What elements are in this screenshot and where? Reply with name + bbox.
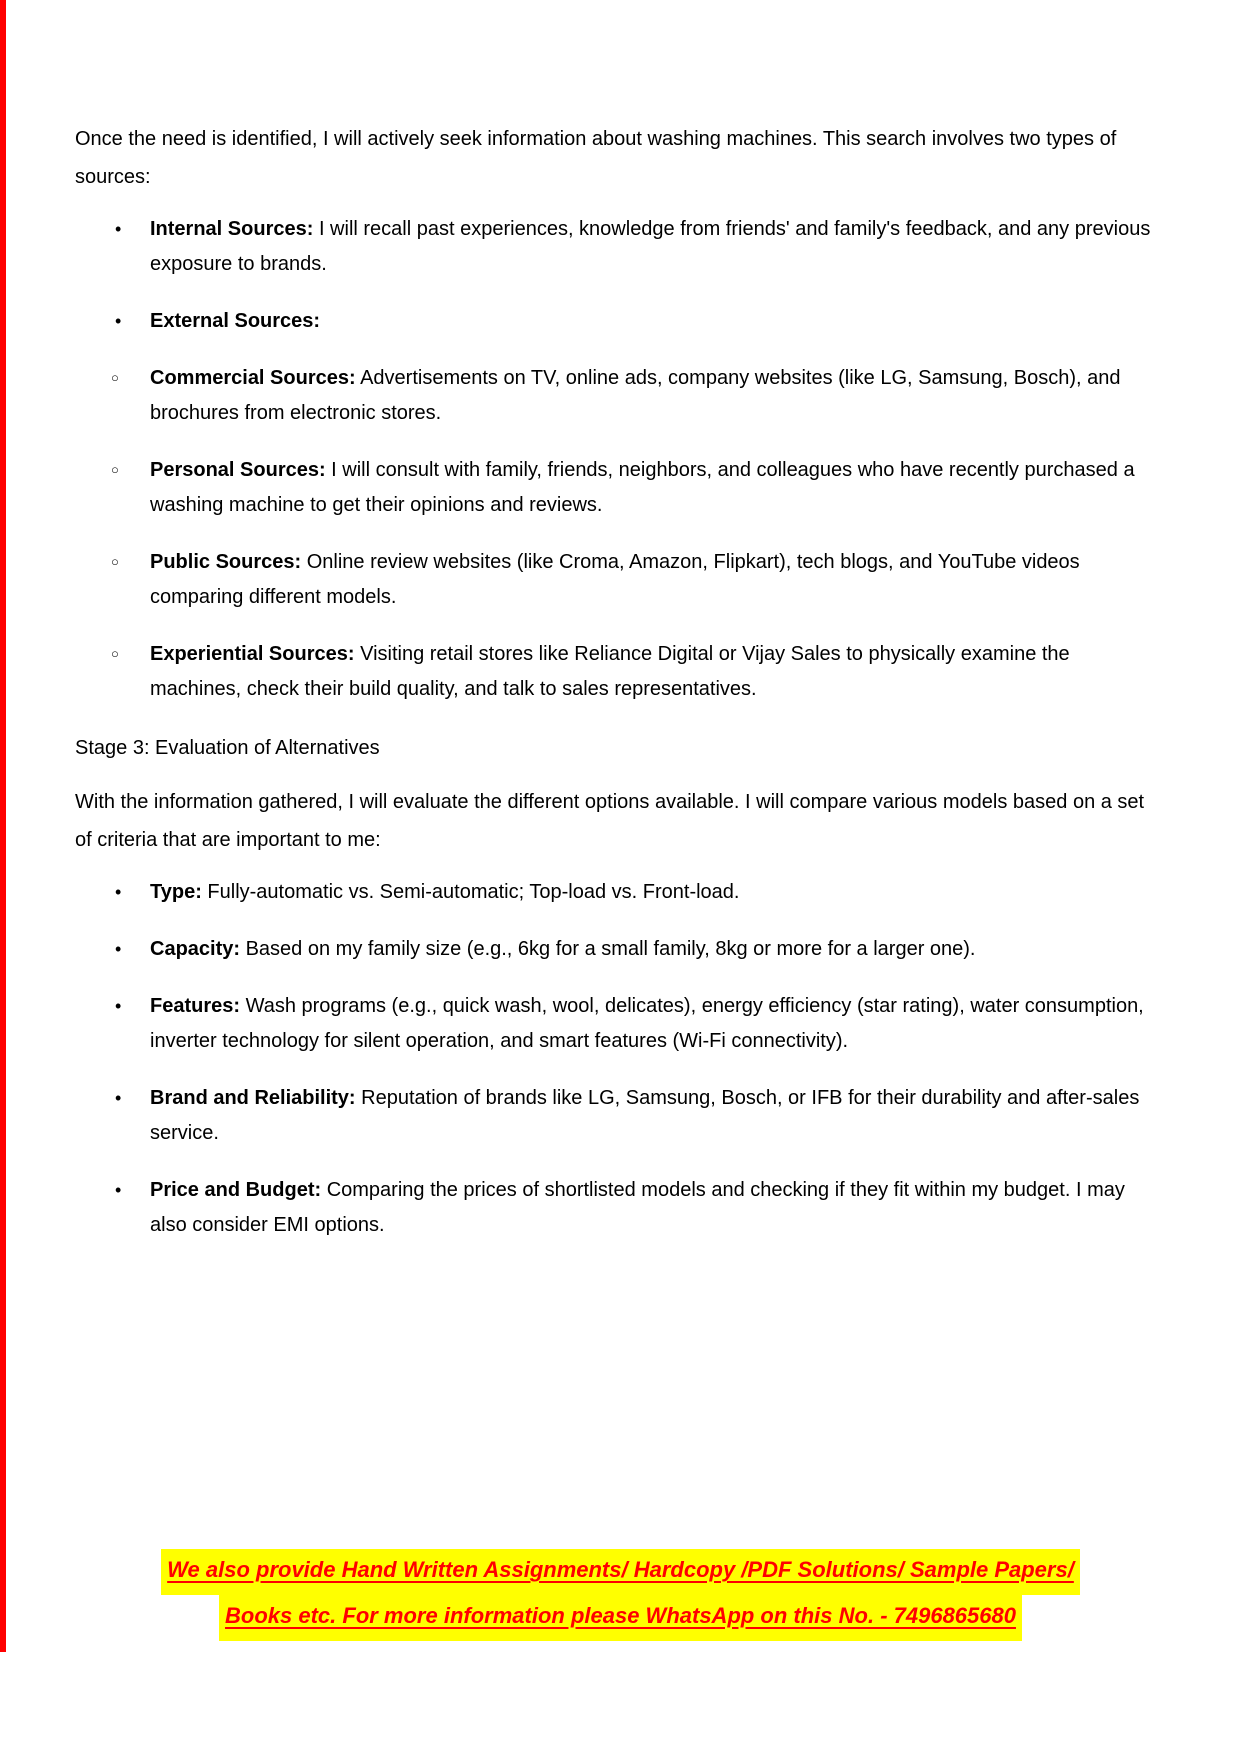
- bullet-circle-icon: ○: [111, 370, 119, 385]
- bullet-label: Internal Sources:: [150, 218, 314, 240]
- bullet-label: Brand and Reliability:: [150, 1087, 356, 1109]
- bullet-disc-icon: •: [115, 219, 122, 239]
- bullet-label: Type:: [150, 881, 202, 903]
- bullet-text: Fully-automatic vs. Semi-automatic; Top-load vs. Front-load.: [201, 881, 740, 903]
- bullet-disc-icon: •: [115, 882, 122, 902]
- bullet-text: Visiting retail stores like Reliance Digital or Vijay Sales to physically examine the machines, check their build quality, and talk to sales representatives.: [150, 643, 1070, 700]
- bullet-label: Public Sources:: [150, 551, 302, 573]
- bullet-text: Online review websites (like Croma, Amazon, Flipkart), tech blogs, and YouTube videos comparing different models.: [150, 551, 1080, 608]
- bullet-text: Based on my family size (e.g., 6kg for a small family, 8kg or more for a larger one).: [240, 938, 976, 960]
- bullet-disc-icon: •: [115, 311, 122, 331]
- bullet-item-personal-sources: [0, 453, 1166, 523]
- bullet-circle-icon: ○: [111, 554, 119, 569]
- bullet-disc-icon: •: [115, 1088, 122, 1108]
- bullet-item-features: [75, 989, 1166, 1059]
- bullet-item-internal-sources: [75, 212, 1166, 282]
- bullet-text: Comparing the prices of shortlisted models and checking if they fit within my budget. I may also consider EMI options.: [150, 1179, 1125, 1236]
- bullet-text: Advertisements on TV, online ads, company websites (like LG, Samsung, Bosch), and brochures from electronic stores.: [150, 367, 1121, 424]
- bullet-text: Reputation of brands like LG, Samsung, Bosch, or IFB for their durability and after-sales service.: [150, 1087, 1140, 1144]
- bullet-disc-icon: •: [115, 939, 122, 959]
- bullet-disc-icon: •: [115, 1180, 122, 1200]
- criteria-bullet-list: [75, 875, 1166, 1243]
- bullet-item-brand-reliability: [75, 1081, 1166, 1151]
- bullet-label: Price and Budget:: [150, 1179, 322, 1201]
- promo-line-1: [0, 1549, 1241, 1595]
- promo-line-2: [0, 1595, 1241, 1641]
- bullet-item-commercial-sources: [0, 361, 1166, 431]
- promo-text-highlight: Books etc. For more information please WhatsApp on this No. - 7496865680: [219, 1595, 1022, 1641]
- stage3-heading: Stage 3: Evaluation of Alternatives: [75, 737, 380, 759]
- external-sources-sublist: [0, 361, 1166, 707]
- bullet-item-type: [75, 875, 1166, 910]
- sources-bullet-list: [75, 212, 1166, 707]
- stage3-intro-paragraph: With the information gathered, I will evaluate the different options available. I will compare various models based on a set of criteria that are important to me:: [75, 791, 1145, 851]
- bullet-text: I will consult with family, friends, neighbors, and colleagues who have recently purchased a washing machine to get their opinions and reviews.: [150, 459, 1135, 516]
- bullet-label: External Sources:: [150, 310, 321, 332]
- bullet-label: Personal Sources:: [150, 459, 326, 481]
- bullet-circle-icon: ○: [111, 646, 119, 661]
- promo-text-highlight: We also provide Hand Written Assignments/ Hardcopy /PDF Solutions/ Sample Papers/: [161, 1549, 1080, 1595]
- bullet-label: Experiential Sources:: [150, 643, 355, 665]
- bullet-item-external-sources: [75, 304, 1166, 707]
- bullet-disc-icon: •: [115, 996, 122, 1016]
- bullet-label: Features:: [150, 995, 241, 1017]
- bullet-label: Capacity:: [150, 938, 241, 960]
- bullet-item-public-sources: [0, 545, 1166, 615]
- promo-banner: [0, 1549, 1241, 1641]
- intro-paragraph: Once the need is identified, I will actively seek information about washing machines. This search involves two types of sources:: [75, 128, 1117, 188]
- bullet-label: Commercial Sources:: [150, 367, 356, 389]
- bullet-text: Wash programs (e.g., quick wash, wool, delicates), energy efficiency (star rating), water consumption, inverter technology for silent operation, and smart features (Wi-Fi connectivity).: [150, 995, 1144, 1052]
- bullet-text: I will recall past experiences, knowledge from friends' and family's feedback, and any previous exposure to brands.: [150, 218, 1151, 275]
- bullet-item-capacity: [75, 932, 1166, 967]
- bullet-item-price-budget: [75, 1173, 1166, 1243]
- bullet-circle-icon: ○: [111, 462, 119, 477]
- bullet-item-experiential-sources: [0, 637, 1166, 707]
